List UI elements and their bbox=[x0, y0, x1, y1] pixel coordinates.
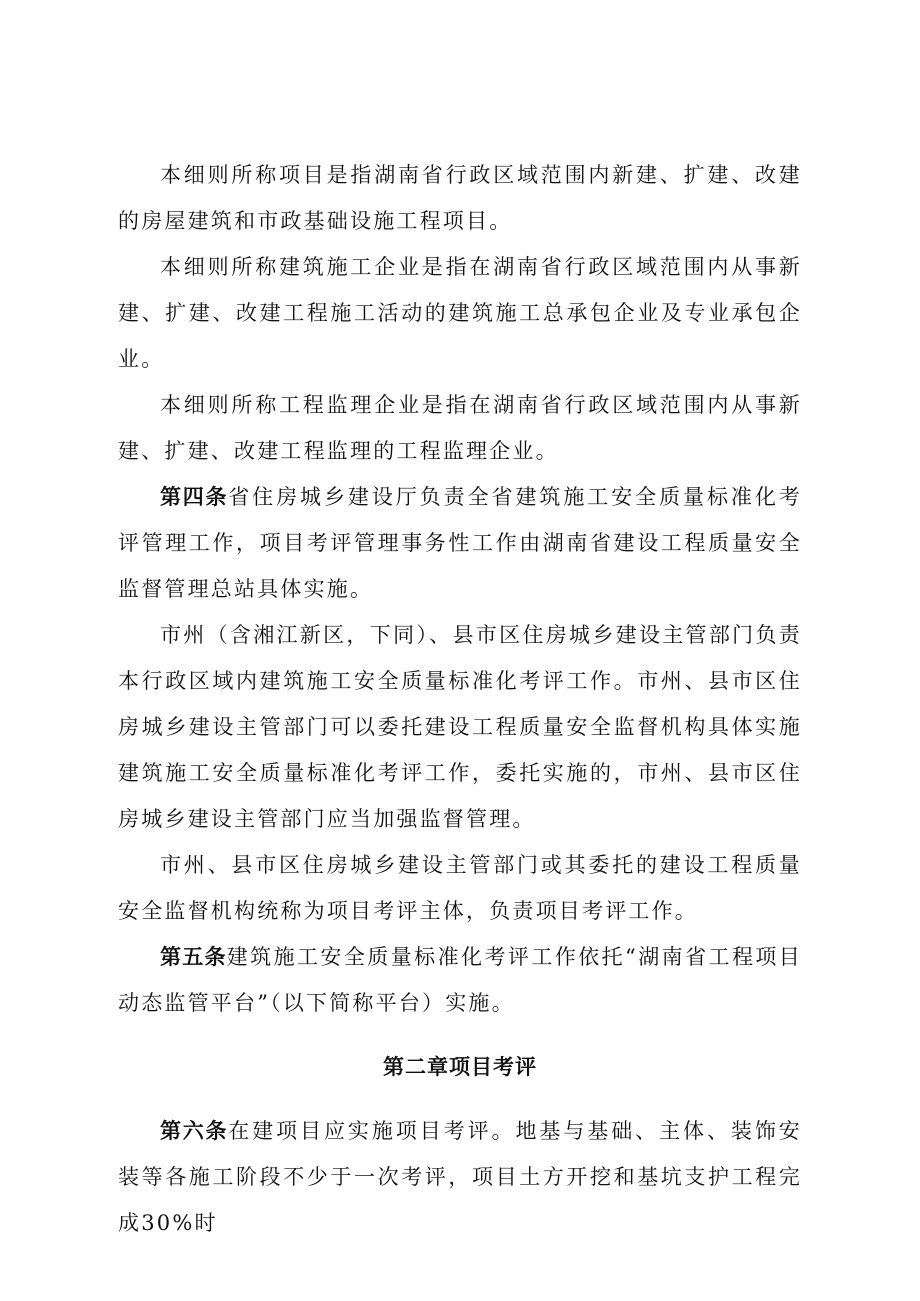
article-4-paragraph bbox=[118, 474, 802, 612]
paragraph-text: 本细则所称建筑施工企业是指在湖南省行政区域范围内从事新建、扩建、改建工程施工活动的建筑施工总承包企业及专业承包企业。 bbox=[118, 255, 802, 371]
paragraph-text: 市州（含湘江新区，下同）、县市区住房城乡建设主管部门负责本行政区域内建筑施工安全质量标准化考评工作。市州、县市区住房城乡建设主管部门可以委托建设工程质量安全监督机构具体实施建筑施工安全质量标准化考评工作，委托实施的，市州、县市区住房城乡建设主管部门应当加强监督管理。 bbox=[118, 623, 802, 831]
paragraph-text: 省住房城乡建设厅负责全省建筑施工安全质量标准化考评管理工作，项目考评管理事务性工作由湖南省建设工程质量安全监督管理总站具体实施。 bbox=[118, 485, 802, 601]
chapter-title: 第二章项目考评 bbox=[383, 1055, 537, 1079]
paragraph-evaluation-subject bbox=[118, 842, 802, 934]
paragraph-text: 在建项目应实施项目考评。地基与基础、主体、装饰安装等各施工阶段不少于一次考评，项目土方开挖和基坑支护工程完成30%时 bbox=[118, 1119, 802, 1235]
paragraph-text: 市州、县市区住房城乡建设主管部门或其委托的建设工程质量安全监督机构统称为项目考评主体，负责项目考评工作。 bbox=[118, 853, 802, 923]
article-label: 第五条 bbox=[160, 945, 227, 969]
paragraph-text: 本细则所称项目是指湖南省行政区域范围内新建、扩建、改建的房屋建筑和市政基础设施工程项目。 bbox=[118, 163, 802, 233]
article-6-paragraph bbox=[118, 1108, 802, 1246]
paragraph-city-county-responsibility bbox=[118, 612, 802, 842]
paragraph-text: 建筑施工安全质量标准化考评工作依托“湖南省工程项目动态监管平台”（以下简称平台）实施。 bbox=[118, 945, 803, 1015]
paragraph-supervision-enterprise-definition bbox=[118, 382, 802, 474]
document-body bbox=[118, 152, 802, 1246]
paragraph-project-definition bbox=[118, 152, 802, 244]
article-5-paragraph bbox=[118, 934, 802, 1026]
article-label: 第六条 bbox=[160, 1119, 229, 1143]
article-label: 第四条 bbox=[160, 485, 229, 509]
paragraph-construction-enterprise-definition bbox=[118, 244, 802, 382]
paragraph-text: 本细则所称工程监理企业是指在湖南省行政区域范围内从事新建、扩建、改建工程监理的工程监理企业。 bbox=[118, 393, 802, 463]
